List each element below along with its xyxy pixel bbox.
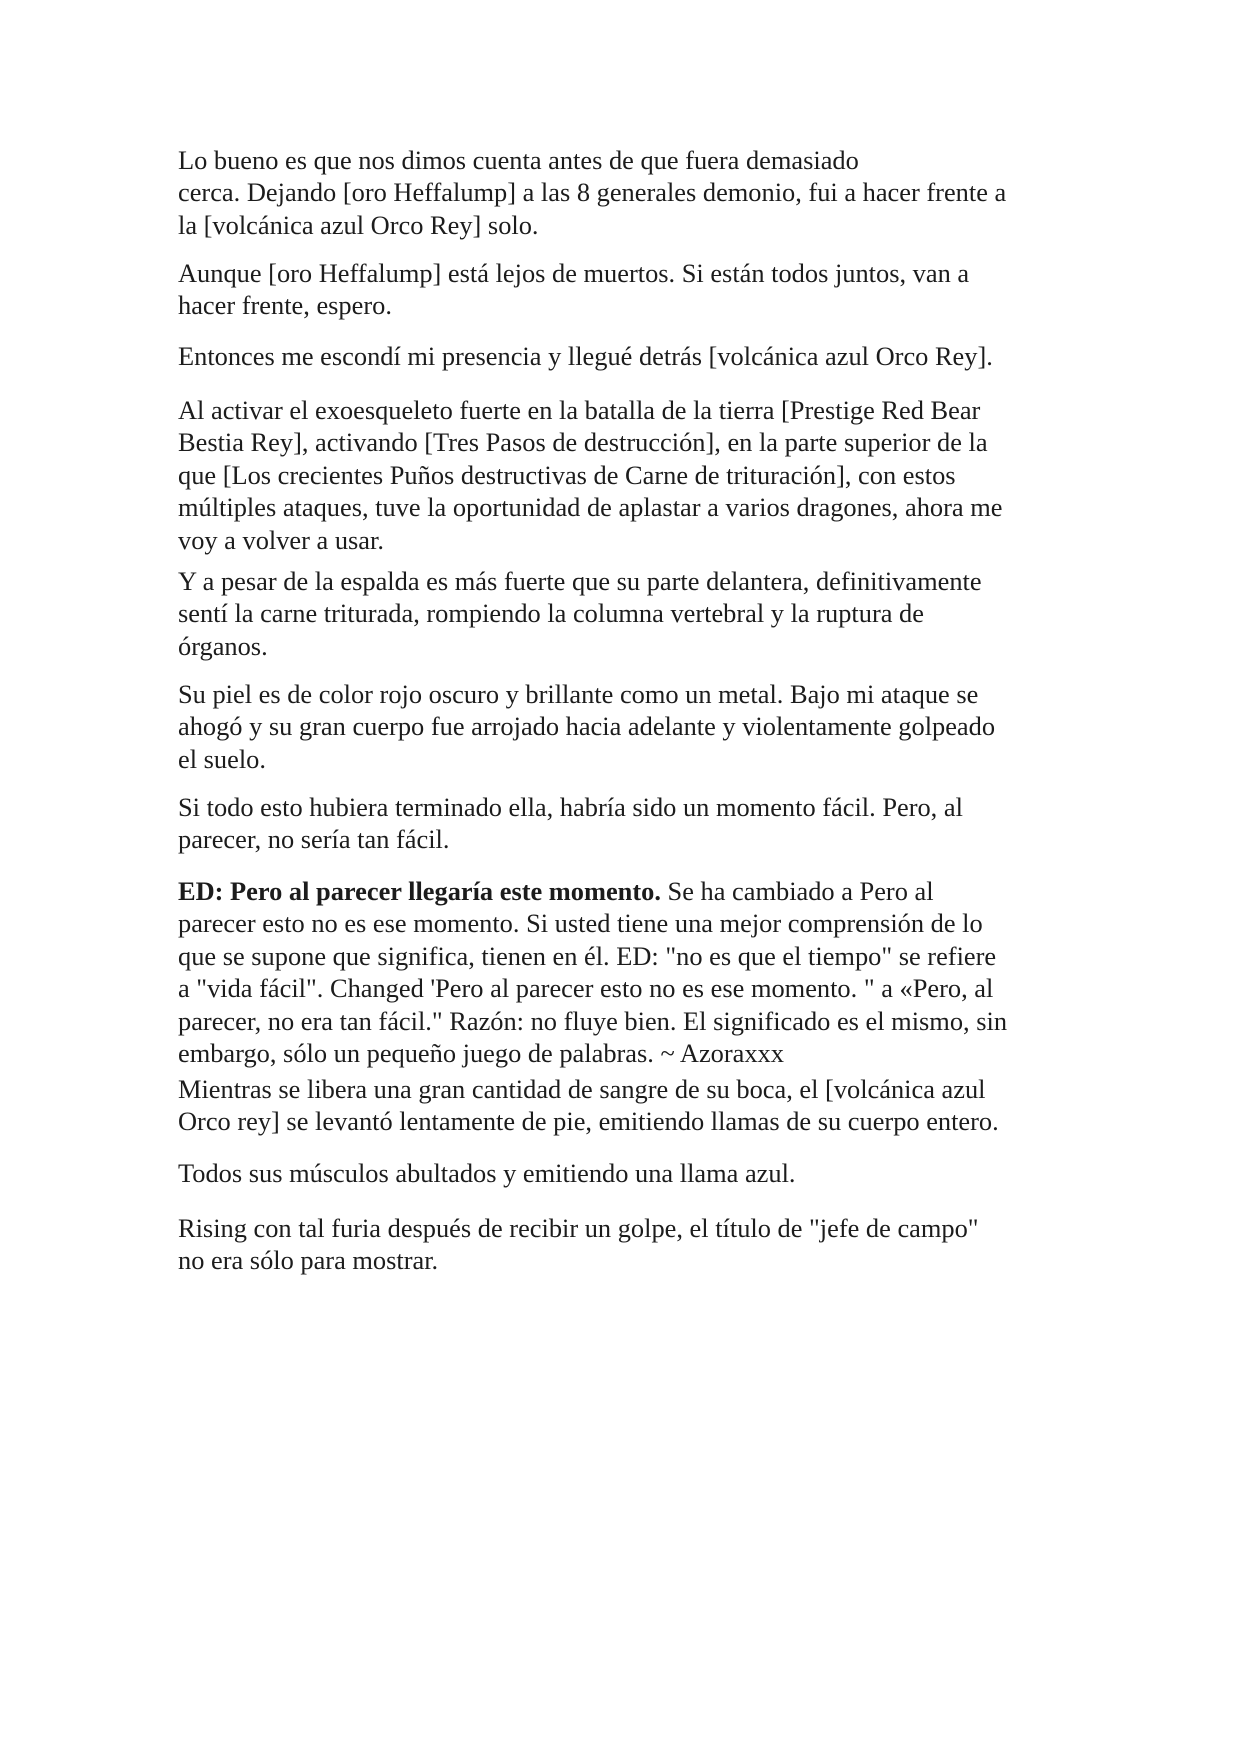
paragraph-9 bbox=[178, 1073, 999, 1138]
text-line: Al activar el exoesqueleto fuerte en la batalla de la tierra [Prestige Red Bear bbox=[178, 395, 981, 425]
text-line: sentí la carne triturada, rompiendo la columna vertebral y la ruptura de bbox=[178, 598, 924, 629]
text-line: no era sólo para mostrar. bbox=[178, 1245, 439, 1276]
paragraph-1 bbox=[178, 144, 1006, 241]
text-fragment: Se ha cambiado a Pero al bbox=[660, 876, 934, 906]
text-line: ahogó y su gran cuerpo fue arrojado hacia adelante y violentamente golpeado bbox=[178, 711, 996, 742]
paragraph-5 bbox=[178, 565, 982, 662]
text-line: embargo, sólo un pequeño juego de palabras. ~ Azoraxxx bbox=[178, 1038, 784, 1069]
paragraph-7 bbox=[178, 791, 963, 856]
paragraph-2 bbox=[178, 257, 969, 322]
text-line: Lo bueno es que nos dimos cuenta antes de que fuera demasiado bbox=[178, 145, 859, 175]
text-line: Su piel es de color rojo oscuro y brillante como un metal. Bajo mi ataque se bbox=[178, 679, 979, 709]
text-line: Mientras se libera una gran cantidad de sangre de su boca, el [volcánica azul bbox=[178, 1074, 986, 1104]
text-line: múltiples ataques, tuve la oportunidad de aplastar a varios dragones, ahora me bbox=[178, 492, 1003, 523]
paragraph-editor-note bbox=[178, 875, 1007, 1069]
text-line: Aunque [oro Heffalump] está lejos de muertos. Si están todos juntos, van a bbox=[178, 258, 970, 288]
text-line: hacer frente, espero. bbox=[178, 290, 392, 321]
text-line: parecer, no sería tan fácil. bbox=[178, 824, 450, 855]
text-line: cerca. Dejando [oro Heffalump] a las 8 generales demonio, fui a hacer frente a bbox=[178, 177, 1007, 208]
paragraph-10 bbox=[178, 1157, 796, 1189]
paragraph-4 bbox=[178, 394, 1002, 556]
text-line: órganos. bbox=[178, 630, 268, 661]
paragraph-3 bbox=[178, 340, 993, 372]
text-line: la [volcánica azul Orco Rey] solo. bbox=[178, 209, 539, 240]
text-line: Orco rey] se levantó lentamente de pie, emitiendo llamas de su cuerpo entero. bbox=[178, 1106, 999, 1137]
text-line: Entonces me escondí mi presencia y llegué detrás [volcánica azul Orco Rey]. bbox=[178, 341, 993, 371]
text-line: que se supone que significa, tienen en él. ED: "no es que el tiempo" se refiere bbox=[178, 940, 997, 971]
text-line: Rising con tal furia después de recibir un golpe, el título de "jefe de campo" bbox=[178, 1213, 979, 1243]
paragraph-11 bbox=[178, 1212, 979, 1277]
text-line: Si todo esto hubiera terminado ella, habría sido un momento fácil. Pero, al bbox=[178, 792, 963, 822]
text-line: Y a pesar de la espalda es más fuerte que su parte delantera, definitivamente bbox=[178, 566, 982, 596]
editor-note-heading: ED: Pero al parecer llegaría este momento. bbox=[178, 876, 661, 906]
text-line: que [Los crecientes Puños destructivas de Carne de trituración], con estos bbox=[178, 459, 956, 490]
text-line: parecer esto no es ese momento. Si usted tiene una mejor comprensión de lo bbox=[178, 908, 983, 939]
text-line: parecer, no era tan fácil." Razón: no fluye bien. El significado es el mismo, sin bbox=[178, 1005, 1008, 1036]
text-line: voy a volver a usar. bbox=[178, 524, 384, 555]
paragraph-6 bbox=[178, 678, 995, 775]
text-line: Todos sus músculos abultados y emitiendo una llama azul. bbox=[178, 1158, 796, 1188]
text-line: el suelo. bbox=[178, 743, 266, 774]
text-line: a "vida fácil". Changed 'Pero al parecer esto no es ese momento. " a «Pero, al bbox=[178, 973, 994, 1004]
text-line bbox=[178, 875, 1007, 907]
text-line: Bestia Rey], activando [Tres Pasos de destrucción], en la parte superior de la bbox=[178, 427, 988, 458]
